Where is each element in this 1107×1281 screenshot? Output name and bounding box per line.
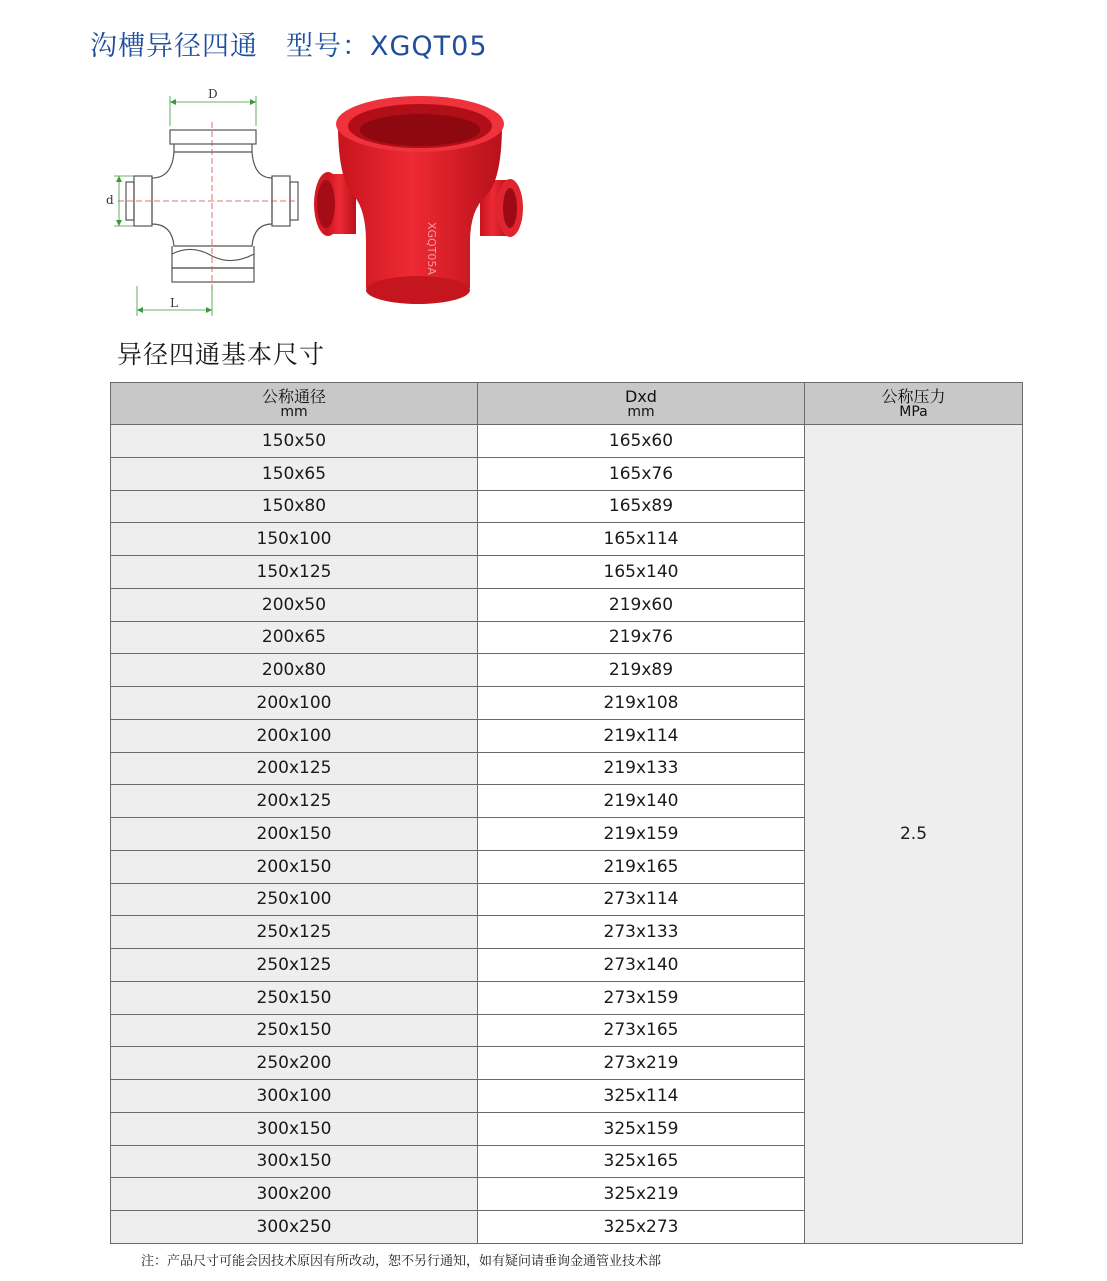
cell-nominal-size: 200x150 xyxy=(111,850,478,883)
cell-nominal-size: 300x150 xyxy=(111,1112,478,1145)
cell-dxd: 165x76 xyxy=(478,457,805,490)
cell-dxd: 325x114 xyxy=(478,1080,805,1113)
cell-dxd: 219x108 xyxy=(478,687,805,720)
table-row xyxy=(111,425,1023,458)
cell-nominal-size: 250x125 xyxy=(111,949,478,982)
cell-nominal-size: 150x65 xyxy=(111,457,478,490)
cell-nominal-size: 250x200 xyxy=(111,1047,478,1080)
cell-dxd: 325x219 xyxy=(478,1178,805,1211)
cell-nominal-size: 150x100 xyxy=(111,523,478,556)
cell-nominal-size: 300x150 xyxy=(111,1145,478,1178)
cell-nominal-size: 200x50 xyxy=(111,588,478,621)
cell-nominal-size: 300x100 xyxy=(111,1080,478,1113)
header-label: Dxd xyxy=(625,387,657,406)
cell-dxd: 165x89 xyxy=(478,490,805,523)
cell-dxd: 219x76 xyxy=(478,621,805,654)
cell-nominal-size: 250x150 xyxy=(111,1014,478,1047)
dimension-label-d: d xyxy=(106,193,114,207)
cell-nominal-size: 200x100 xyxy=(111,687,478,720)
cell-dxd: 219x89 xyxy=(478,654,805,687)
header-unit: mm xyxy=(280,404,308,420)
header-label: 公称通径 xyxy=(261,387,326,406)
header-pressure xyxy=(805,383,1023,425)
cell-nominal-size: 200x125 xyxy=(111,752,478,785)
footnote: 注：产品尺寸可能会因技术原因有所改动，恕不另行通知，如有疑问请垂询金通管业技术部 xyxy=(141,1254,662,1269)
cell-dxd: 273x114 xyxy=(478,883,805,916)
cell-nominal-size: 150x125 xyxy=(111,556,478,589)
cell-nominal-size: 150x50 xyxy=(111,425,478,458)
cell-nominal-size: 200x65 xyxy=(111,621,478,654)
cell-dxd: 219x133 xyxy=(478,752,805,785)
cell-nominal-size: 150x80 xyxy=(111,490,478,523)
cell-dxd: 273x133 xyxy=(478,916,805,949)
cell-nominal-size: 250x150 xyxy=(111,981,478,1014)
header-dxd xyxy=(478,383,805,425)
header-unit: mm xyxy=(627,404,655,420)
cell-nominal-size: 200x150 xyxy=(111,818,478,851)
cell-nominal-size: 200x125 xyxy=(111,785,478,818)
product-photo xyxy=(308,92,530,314)
header-unit: MPa xyxy=(899,404,928,420)
casting-mark: XGQT05A xyxy=(425,222,438,275)
cell-nominal-size: 200x100 xyxy=(111,719,478,752)
cell-dxd: 219x60 xyxy=(478,588,805,621)
section-title: 异径四通基本尺寸 xyxy=(117,340,326,369)
cell-dxd: 273x159 xyxy=(478,981,805,1014)
cell-nominal-size: 300x250 xyxy=(111,1211,478,1244)
cell-dxd: 325x165 xyxy=(478,1145,805,1178)
cell-dxd: 219x165 xyxy=(478,850,805,883)
header-label: 公称压力 xyxy=(881,387,946,406)
dimension-label-D: D xyxy=(208,87,218,101)
cell-dxd: 273x165 xyxy=(478,1014,805,1047)
cell-pressure: 2.5 xyxy=(805,425,1023,1244)
cell-dxd: 219x140 xyxy=(478,785,805,818)
cell-dxd: 165x140 xyxy=(478,556,805,589)
dimension-drawing xyxy=(102,86,302,318)
dimension-table xyxy=(110,382,1023,1244)
table-header-row xyxy=(111,383,1023,425)
cell-nominal-size: 200x80 xyxy=(111,654,478,687)
cell-nominal-size: 300x200 xyxy=(111,1178,478,1211)
cell-dxd: 165x114 xyxy=(478,523,805,556)
cell-dxd: 273x219 xyxy=(478,1047,805,1080)
cell-dxd: 219x159 xyxy=(478,818,805,851)
cell-dxd: 325x159 xyxy=(478,1112,805,1145)
header-nominal-size xyxy=(111,383,478,425)
page-title: 沟槽异径四通 型号：XGQT05 xyxy=(90,31,488,62)
cell-dxd: 219x114 xyxy=(478,719,805,752)
cell-dxd: 325x273 xyxy=(478,1211,805,1244)
cell-nominal-size: 250x125 xyxy=(111,916,478,949)
cell-dxd: 273x140 xyxy=(478,949,805,982)
cell-dxd: 165x60 xyxy=(478,425,805,458)
dimension-label-L: L xyxy=(170,296,178,310)
cell-nominal-size: 250x100 xyxy=(111,883,478,916)
